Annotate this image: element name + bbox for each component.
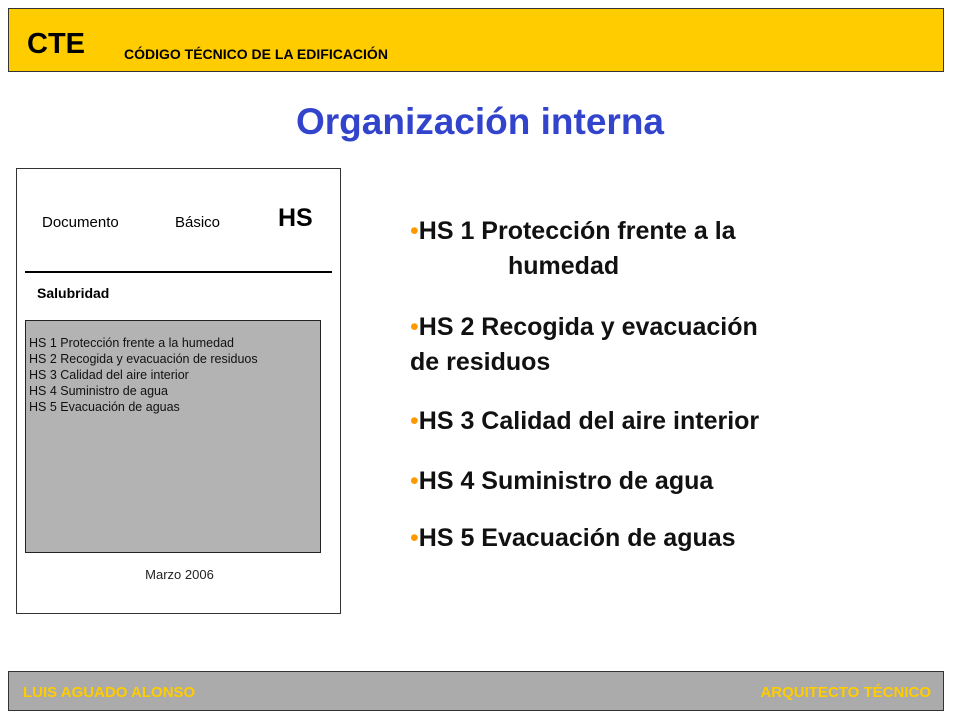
document-cover [16,168,341,614]
footer-author: LUIS AGUADO ALONSO [23,684,196,701]
document-code: HS [278,204,313,232]
divider [25,271,332,273]
footer-bar [8,671,944,711]
brand-title: CTE [27,28,85,60]
bullet-dot-icon: • [410,524,419,552]
contents-line: HS 1 Protección frente a la humedad [29,336,234,350]
contents-line: HS 2 Recogida y evacuación de residuos [29,352,258,366]
bullet-text: HS 1 Protección frente a la [418,217,736,245]
bullet-text: HS 5 Evacuación de aguas [418,524,736,552]
section-label: Salubridad [37,285,110,301]
bullet-item [410,464,713,499]
bullet-text-continuation: de residuos [410,348,551,376]
bullet-text: HS 3 Calidad del aire interior [418,407,760,435]
bullet-item [410,521,736,556]
bullet-item [410,214,736,284]
contents-line: HS 4 Suministro de agua [29,384,168,398]
bullet-dot-icon: • [410,467,419,495]
bullet-text: HS 4 Suministro de agua [418,467,714,495]
header-banner [8,8,944,72]
bullet-dot-icon: • [410,407,419,435]
contents-line: HS 5 Evacuación de aguas [29,400,180,414]
bullet-text-continuation: humedad [508,252,620,280]
contents-box [25,320,321,553]
bullet-item [410,404,759,439]
basic-label: Básico [175,214,221,231]
brand-subtitle: CÓDIGO TÉCNICO DE LA EDIFICACIÓN [124,46,388,62]
bullet-item [410,310,758,380]
bullet-text: HS 2 Recogida y evacuación [418,313,758,341]
bullet-dot-icon: • [410,313,419,341]
footer-role: ARQUITECTO TÉCNICO [760,684,931,701]
document-label: Documento [42,214,119,231]
page-title: Organización interna [295,101,664,142]
bullet-dot-icon: • [410,217,419,245]
document-date: Marzo 2006 [145,567,214,582]
contents-line: HS 3 Calidad del aire interior [29,368,189,382]
